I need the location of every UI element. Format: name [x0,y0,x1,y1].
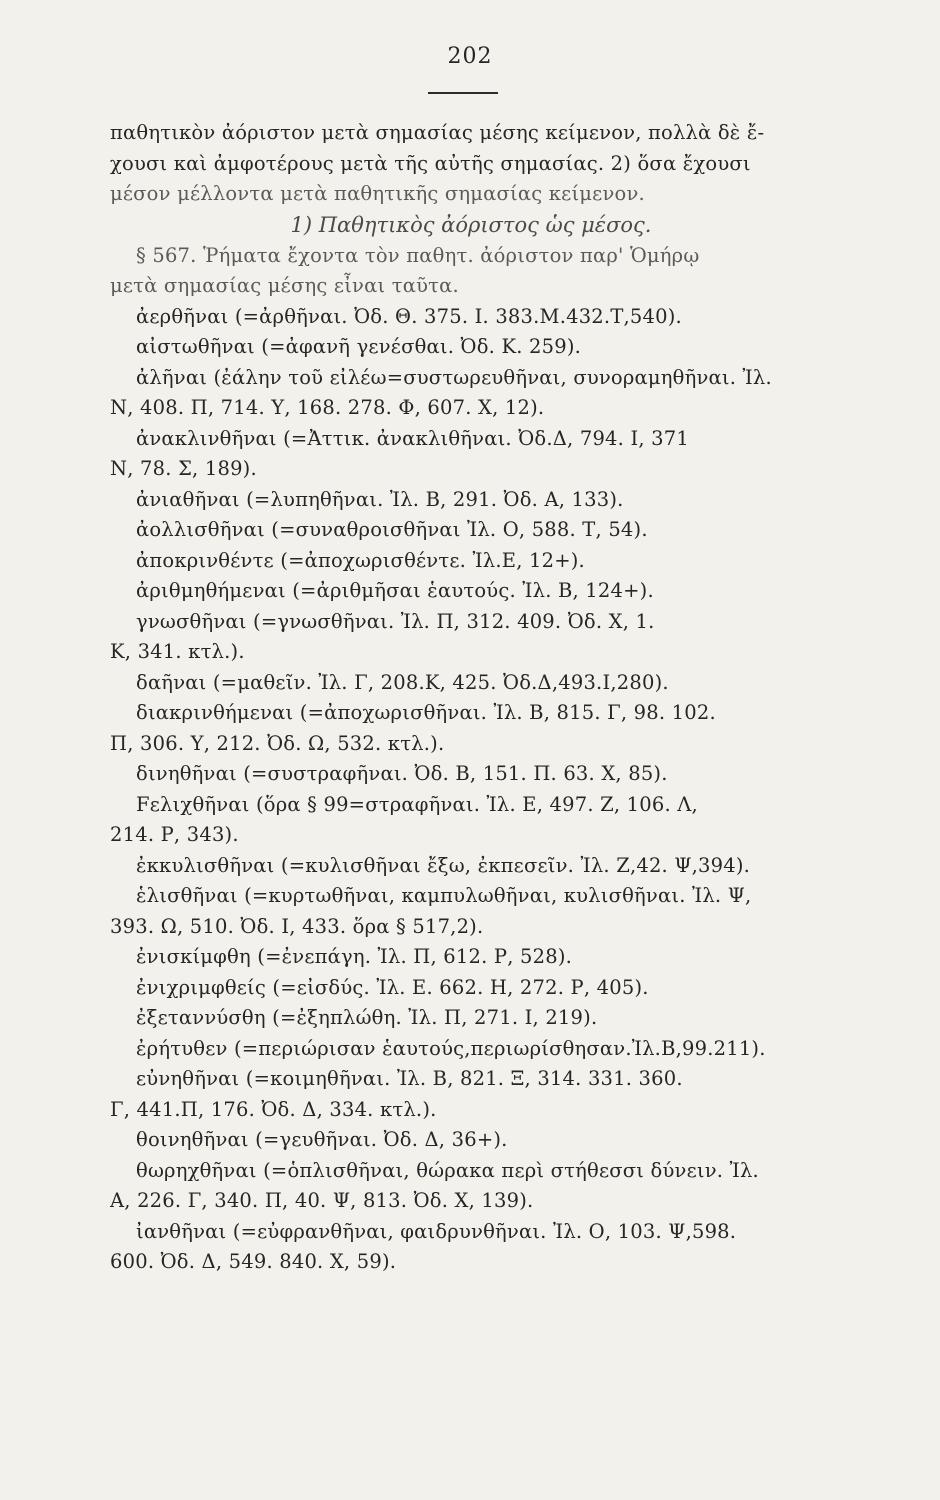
entry-line: ἀνιαθῆναι (=λυπηθῆναι. Ἰλ. Β, 291. Ὀδ. Α, 133). [136,487,624,511]
entry-line: ἐκκυλισθῆναι (=κυλισθῆναι ἔξω, ἐκπεσεῖν. Ἰλ. Ζ,42. Ψ,394). [136,853,751,877]
lexicon-entry [110,1064,832,1125]
lexicon-entry [110,363,832,424]
entry-line: διακρινθήμεναι (=ἀποχωρισθῆναι. Ἰλ. Β, 815. Γ, 98. 102. [136,701,716,724]
entry-line: Fελιχθῆναι (ὅρα § 99=στραφῆναι. Ἰλ. Ε, 497. Ζ, 106. Λ, [136,792,698,816]
entry-line: ἰανθῆναι (=εὐφρανθῆναι, φαιδρυνθῆναι. Ἰλ. Ο, 103. Ψ,598. [136,1219,737,1243]
entry-continuation-line: Ν, 408. Π, 714. Υ, 168. 278. Φ, 607. Χ, 12). [110,396,545,419]
entry-line: ἐρήτυθεν (=περιώρισαν ἑαυτούς,περιωρίσθησαν.Ἰλ.Β,99.211). [136,1036,766,1060]
entry-line: ἀολλισθῆναι (=συναθροισθῆναι Ἰλ. Ο, 588. Τ, 54). [136,518,648,541]
lexicon-entry [110,1156,832,1217]
intro-line: μέσον μέλλοντα μετὰ παθητικῆς σημασίας κείμενον. [110,182,645,205]
entry-continuation-line: Π, 306. Υ, 212. Ὀδ. Ω, 532. κτλ.). [110,731,445,755]
entry-line: ἀριθμηθήμεναι (=ἀριθμῆσαι ἑαυτούς. Ἰλ. Β, 124+). [136,579,654,602]
page-number: 202 [447,44,493,69]
lexicon-entry [110,698,832,759]
entry-line: ἀποκρινθέντε (=ἀποχωρισθέντε. Ἰλ.Ε, 12+). [136,548,585,572]
entry-line: θοινηθῆναι (=γευθῆναι. Ὀδ. Δ, 36+). [136,1128,508,1151]
entry-line: ἐξεταννύσθη (=ἐξηπλώθη. Ἰλ. Π, 271. Ι, 219). [136,1006,598,1029]
entry-continuation-line: Κ, 341. κτλ.). [110,640,245,663]
lexicon-entry [110,851,832,882]
page-number-rule [428,92,498,94]
entry-line: ἀνακλινθῆναι (=Ἀττικ. ἀνακλιθῆναι. Ὀδ.Δ, 794. Ι, 371 [136,426,689,450]
lexicon-entry [110,424,832,485]
entry-continuation-line: 393. Ω, 510. Ὀδ. Ι, 433. ὅρα § 517,2). [110,914,484,938]
entry-line: ἀλῆναι (ἐάλην τοῦ εἰλέω=συστωρευθῆναι, συνοραμηθῆναι. Ἰλ. [136,365,772,389]
entry-line: δαῆναι (=μαθεῖν. Ἰλ. Γ, 208.Κ, 425. Ὀδ.Δ,493.Ι,280). [136,670,669,694]
lexicon-entry [110,942,832,973]
entry-line: δινηθῆναι (=συστραφῆναι. Ὀδ. Β, 151. Π. 63. Χ, 85). [136,762,668,785]
entry-line: αἰστωθῆναι (=ἀφανῆ γενέσθαι. Ὀδ. Κ. 259). [136,335,582,358]
section-paragraph-line: § 567. Ῥήματα ἔχοντα τὸν παθητ. ἀόριστον παρ' Ὁμήρῳ [136,243,700,267]
intro-line: παθητικὸν ἀόριστον μετὰ σημασίας μέσης κείμενον, πολλὰ δὲ ἔ- [110,121,765,144]
lexicon-entry [110,302,832,333]
entry-line: ἐνιχριμφθείς (=εἰσδύς. Ἰλ. Ε. 662. Η, 272. Ρ, 405). [136,975,649,999]
lexicon-entry [110,973,832,1004]
lexicon-entry [110,546,832,577]
lexicon-entry [110,668,832,699]
entry-continuation-line: Ν, 78. Σ, 189). [110,457,257,480]
entry-line: ἀερθῆναι (=ἀρθῆναι. Ὀδ. Θ. 375. Ι. 383.Μ.432.Τ,540). [136,304,682,328]
lexicon-entry [110,1125,832,1156]
lexicon-entry [110,790,832,851]
entry-line: εὐνηθῆναι (=κοιμηθῆναι. Ἰλ. Β, 821. Ξ, 314. 331. 360. [136,1067,683,1090]
entry-line: ἐνισκίμφθη (=ἐνεπάγη. Ἰλ. Π, 612. Ρ, 528). [136,945,573,968]
lexicon-entry [110,332,832,363]
section-paragraph-line: μετὰ σημασίας μέσης εἶναι ταῦτα. [110,274,459,297]
entry-line: θωρηχθῆναι (=ὁπλισθῆναι, θώρακα περὶ στήθεσσι δύνειν. Ἰλ. [136,1158,759,1182]
entry-continuation-line: 214. Ρ, 343). [110,823,239,846]
lexicon-entry [110,1003,832,1034]
lexicon-entries [110,302,832,1278]
entry-line: ἑλισθῆναι (=κυρτωθῆναι, καμπυλωθῆναι, κυλισθῆναι. Ἰλ. Ψ, [136,884,752,907]
entry-continuation-line: 600. Ὀδ. Δ, 549. 840. Χ, 59). [110,1250,397,1273]
entry-continuation-line: Γ, 441.Π, 176. Ὀδ. Δ, 334. κτλ.). [110,1097,437,1121]
lexicon-entry [110,576,832,607]
page-body [110,118,832,1278]
lexicon-entry [110,1217,832,1278]
lexicon-entry [110,485,832,516]
entry-line: γνωσθῆναι (=γνωσθῆναι. Ἰλ. Π, 312. 409. Ὀδ. Χ, 1. [136,609,655,633]
section-heading: 1) Παθητικὸς ἀόριστος ὡς μέσος. [290,212,652,237]
lexicon-entry [110,759,832,790]
lexicon-entry [110,881,832,942]
entry-continuation-line: Α, 226. Γ, 340. Π, 40. Ψ, 813. Ὀδ. Χ, 139). [110,1189,534,1212]
lexicon-entry [110,515,832,546]
intro-line: χουσι καὶ ἀμφοτέρους μετὰ τῆς αὐτῆς σημασίας. 2) ὅσα ἔχουσι [110,151,751,175]
lexicon-entry [110,607,832,668]
lexicon-entry [110,1034,832,1065]
